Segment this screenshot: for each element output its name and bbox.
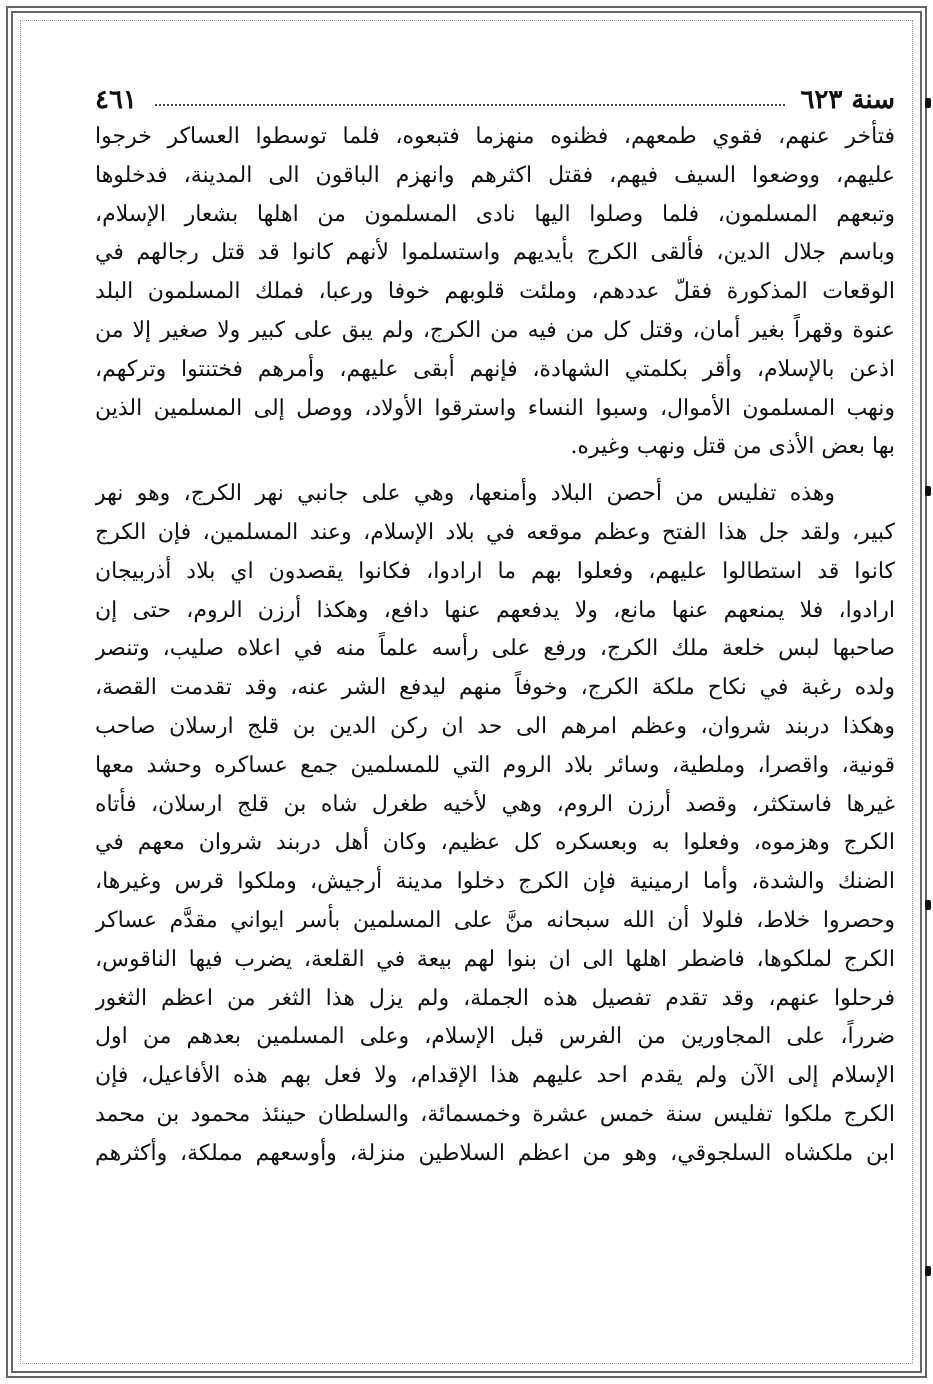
text-line: وباسم جلال الدين، فألقى الكرج بأيديهم واستسلموا لأنهم كانوا قد قتل رجالهم في: [95, 240, 895, 266]
page-body: [95, 118, 895, 1174]
text-line: ارادوا، فلا يمنعهم عنها مانع، ولا يدفعهم عنها دافع، وهكذا أرزن الروم، حتى إن: [95, 597, 895, 623]
text-line: ونهب المسلمون الأموال، وسبوا النساء واسترقوا الأولاد، ووصل إلى المسلمين الذين: [95, 395, 895, 421]
text-line: فتأخر عنهم، فقوي طمعهم، فظنوه منهزما فتبعوه، فلما توسطوا العساكر خرجوا: [95, 124, 895, 149]
text-line: ولده رغبة في نكاح ملكة الكرج، وخوفاً منهم ليدفع الشر عنه، وقد تقدمت القصة،: [95, 675, 895, 701]
text-line: وتبعهم المسلمون، فلما وصلوا اليها نادى المسلمون من اهلها بشعار الإسلام،: [95, 201, 895, 227]
text-line: ابن ملكشاه السلجوقي، وهو من اعظم السلاطين منزلة، وأوسعهم مملكة، وأكثرهم: [95, 1140, 895, 1166]
text-line: الوقعات المذكورة فقلّ عددهم، وملئت قلوبهم خوفا ورعبا، فملك المسلمون البلد: [95, 279, 895, 305]
text-line: بها بعض الأذى من قتل ونهب وغيره.: [570, 434, 895, 460]
text-line: وهكذا دربند شروان، وعظم امرهم الى حد ان ركن الدين بن قلج ارسلان صاحب: [95, 713, 895, 739]
text-line: فرحلوا عنهم، وقد تقدم تفصيل هذه الجملة، ولم يزل هذا الثغر من اعظم الثغور: [95, 985, 895, 1011]
text-line: قونية، واقصرا، وملطية، وسائر بلاد الروم التي للمسلمين جمع عساكره وحشد معها: [95, 752, 895, 778]
text-line: الضنك والشدة، وأما ارمينية فإن الكرج دخلوا مدينة أرجيش، وملكوا قرس وغيرها،: [95, 869, 895, 895]
margin-tick-mark: [925, 98, 931, 108]
text-line: وهذه تفليس من أحصن البلاد وأمنعها، وهي على جانبي نهر الكرج، وهو نهر: [95, 481, 835, 507]
paragraph-1: [95, 118, 895, 467]
text-line: الكرج لملكوها، فاضطر اهلها الى ان بنوا لهم بيعة في القلعة، يضرب فيها الناقوس،: [95, 946, 895, 972]
text-line: عنوة وقهراً بغير أمان، وقتل كل من فيه من الكرج، ولم يبق على كبير ولا صغير إلا من: [95, 317, 895, 343]
paragraph-2: [95, 475, 895, 1173]
text-line: صاحبها لبس خلعة ملك الكرج، ورفع على رأسه علماً منه في اعلاه صليب، وتنصر: [95, 636, 895, 662]
text-line: اذعن بالإسلام، وأقر بكلمتي الشهادة، فإنهم أبقى عليهم، وأمرهم فختنتوا وتركهم،: [95, 356, 895, 382]
text-line: غيرها فاستكثر، وقصد أرزن الروم، وهي لأخيه طغرل شاه بن قلج ارسلان، فأتاه: [95, 791, 895, 817]
margin-tick-mark: [925, 1266, 931, 1276]
margin-tick-mark: [925, 900, 931, 910]
text-line: كبير، ولقد جل هذا الفتح وعظم موقعه في بلاد الإسلام، وعند المسلمين، فإن الكرج: [95, 519, 895, 545]
text-line: كانوا قد استطالوا عليهم، وفعلوا بهم ما ارادوا، فكانوا يقصدون اي بلاد أذربيجان: [95, 558, 895, 584]
text-line: الكرج وهزموه، وفعلوا به وبعسكره كل عظيم، وكان أهل دربند شروان معهم في: [95, 830, 895, 856]
margin-tick-mark: [925, 486, 931, 496]
running-head: سنة ٦٢٣: [800, 85, 895, 115]
text-line: الكرج ملكوا تفليس سنة خمس عشرة وخمسمائة، والسلطان حينئذ محمود بن محمد: [95, 1101, 895, 1127]
text-line: ضرراً، على المجاورين من الفرس قبل الإسلام، وعلى المسلمين بعدهم من اول: [95, 1024, 895, 1050]
page-number: ٤٦١: [95, 85, 137, 115]
header-dotted-rule: [155, 104, 785, 106]
text-line: عليهم، ووضعوا السيف فيهم، فقتل اكثرهم وانهزم الباقون الى المدينة، فدخلوها: [95, 162, 895, 188]
page-header: [95, 82, 895, 118]
text-line: الإسلام إلى الآن ولم يقدم احد عليهم هذا الإقدام، ولا فعل بهم هذه الأفاعيل، فإن: [95, 1063, 895, 1089]
paragraph-gap: [95, 467, 895, 475]
text-line: وحصروا خلاط، فلولا أن الله سبحانه منَّ على المسلمين بأسر ايواني مقدَّم عساكر: [95, 907, 895, 933]
